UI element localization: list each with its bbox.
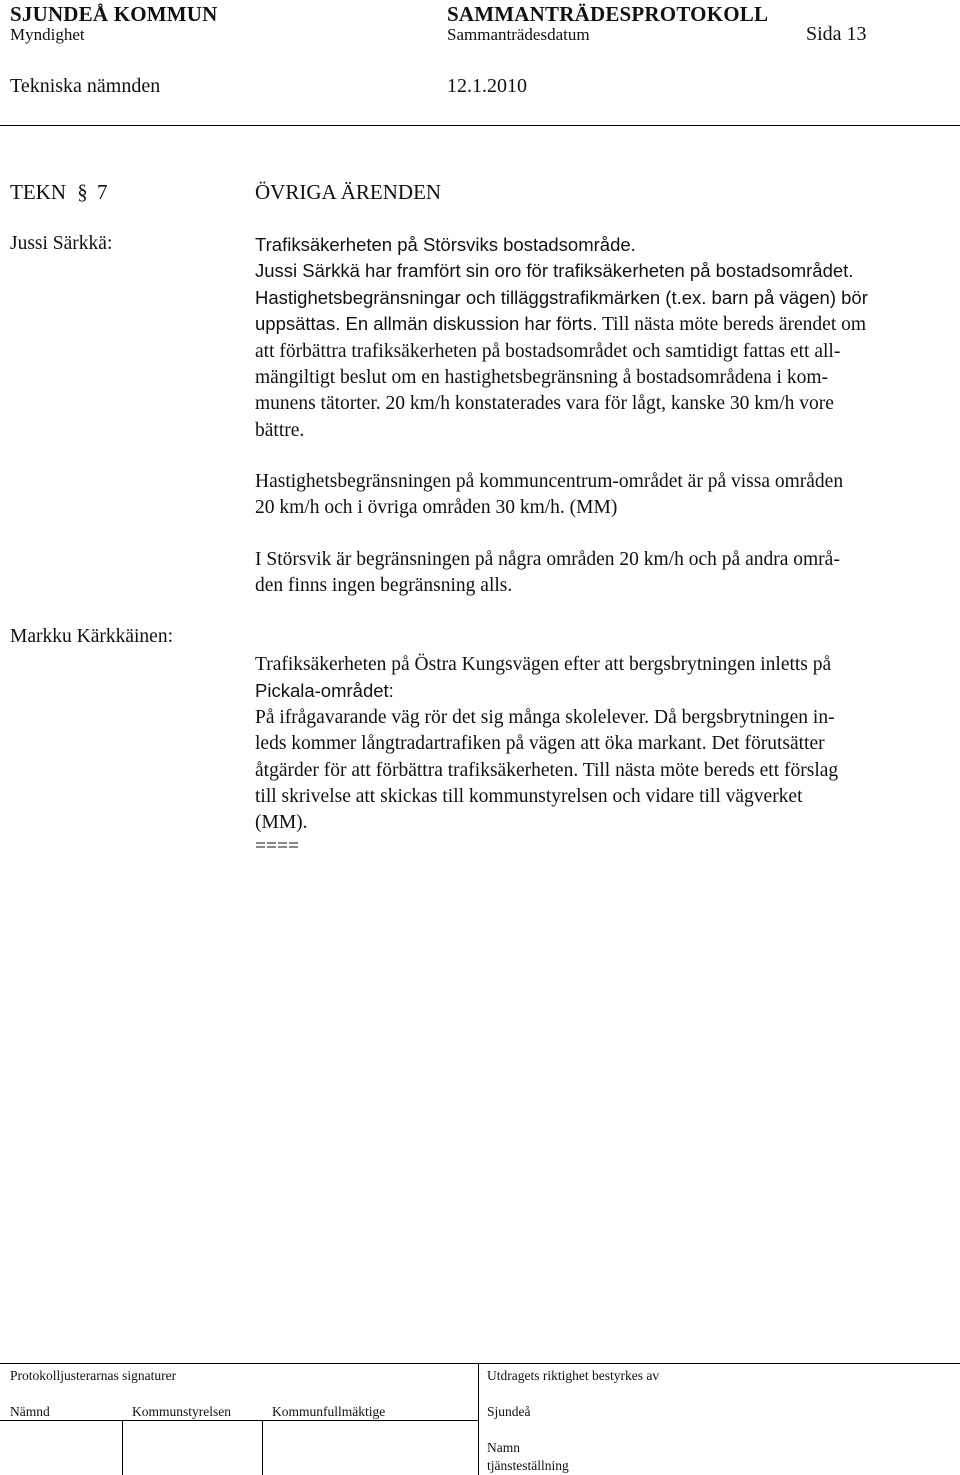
protocol-title: SAMMANTRÄDESPROTOKOLL (447, 2, 769, 26)
section-title: ÖVRIGA ÄRENDEN (255, 180, 442, 204)
section-code-text: TEKN (10, 180, 66, 204)
section-number: 7 (97, 180, 108, 204)
footer-col-rule-2 (262, 1420, 263, 1475)
text-line: Pickala-området: (255, 680, 394, 702)
text-line: bättre. (255, 419, 305, 441)
footer-center-rule (478, 1363, 479, 1475)
text-line: den finns ingen begränsning alls. (255, 575, 513, 597)
text-line: Trafiksäkerheten på Störsviks bostadsområde. (255, 234, 636, 255)
signatures-label: Protokolljusterarnas signaturer (10, 1368, 177, 1383)
end-marker: ==== (255, 835, 299, 857)
footer-col-kommunstyrelsen: Kommunstyrelsen (132, 1404, 231, 1419)
section-code (10, 180, 108, 205)
header-divider (0, 125, 960, 126)
footer-top-rule (0, 1363, 960, 1364)
footer-mid-rule (0, 1420, 478, 1421)
page-number: Sida 13 (806, 23, 867, 45)
text-line: Hastighetsbegränsningar och tilläggstrafikmärken (t.ex. barn på vägen) bör (255, 286, 868, 308)
paragraph-1 (255, 232, 945, 444)
text-line: leds kommer långtradartrafiken på vägen att öka markant. Det förutsätter (255, 733, 825, 755)
footer-title-label: tjänsteställning (487, 1458, 569, 1473)
text-line: Jussi Särkkä har framfört sin oro för trafiksäkerheten på bostadsområdet. (255, 260, 854, 282)
text-line (255, 311, 945, 338)
footer-col-namnd: Nämnd (10, 1404, 50, 1419)
text-line: att förbättra trafiksäkerheten på bostadsområdet och samtidigt fattas ett all- (255, 340, 841, 362)
authority-name: Tekniska nämnden (10, 75, 161, 97)
date-label: Sammanträdesdatum (447, 25, 590, 44)
municipality-name: SJUNDEÅ KOMMUN (10, 2, 218, 26)
paragraph-4 (255, 652, 945, 857)
footer-col-rule-1 (122, 1420, 123, 1475)
meeting-date: 12.1.2010 (447, 75, 527, 97)
text-line: till skrivelse att skickas till kommunstyrelsen och vidare till vägverket (255, 786, 803, 808)
footer-name-label: Namn (487, 1440, 520, 1455)
text-line: (MM). (255, 812, 308, 834)
text-line: I Störsvik är begränsningen på några områden 20 km/h och på andra områ- (255, 549, 840, 570)
speaker-jussi: Jussi Särkkä: (10, 233, 113, 254)
text-line: 20 km/h och i övriga områden 30 km/h. (MM) (255, 497, 618, 519)
text-line: Trafiksäkerheten på Östra Kungsvägen efter att bergsbrytningen inletts på (255, 654, 832, 675)
text-fragment: Till nästa möte bereds ärendet om (597, 314, 867, 336)
text-line: På ifrågavarande väg rör det sig många skolelever. Då bergsbrytningen in- (255, 706, 835, 728)
text-line: Hastighetsbegränsningen på kommuncentrum-området är på vissa områden (255, 471, 844, 492)
paragraph-3 (255, 547, 945, 600)
text-line: mängiltigt beslut om en hastighetsbegränsning å bostadsområdena i kom- (255, 367, 828, 389)
text-line: munens tätorter. 20 km/h konstaterades vara för lågt, kanske 30 km/h vore (255, 393, 834, 415)
speaker-markku: Markku Kärkkäinen: (10, 626, 173, 647)
paragraph-sign: § (77, 180, 88, 204)
certified-label: Utdragets riktighet bestyrkes av (487, 1368, 660, 1383)
text-line: åtgärder för att förbättra trafiksäkerheten. Till nästa möte bereds ett förslag (255, 759, 839, 781)
text-fragment: uppsättas. En allmän diskussion har förts. (255, 313, 598, 335)
footer-col-kommunfullmaktige: Kommunfullmäktige (272, 1404, 386, 1419)
paragraph-2 (255, 469, 945, 522)
footer-place: Sjundeå (487, 1404, 531, 1419)
authority-label: Myndighet (10, 25, 85, 44)
